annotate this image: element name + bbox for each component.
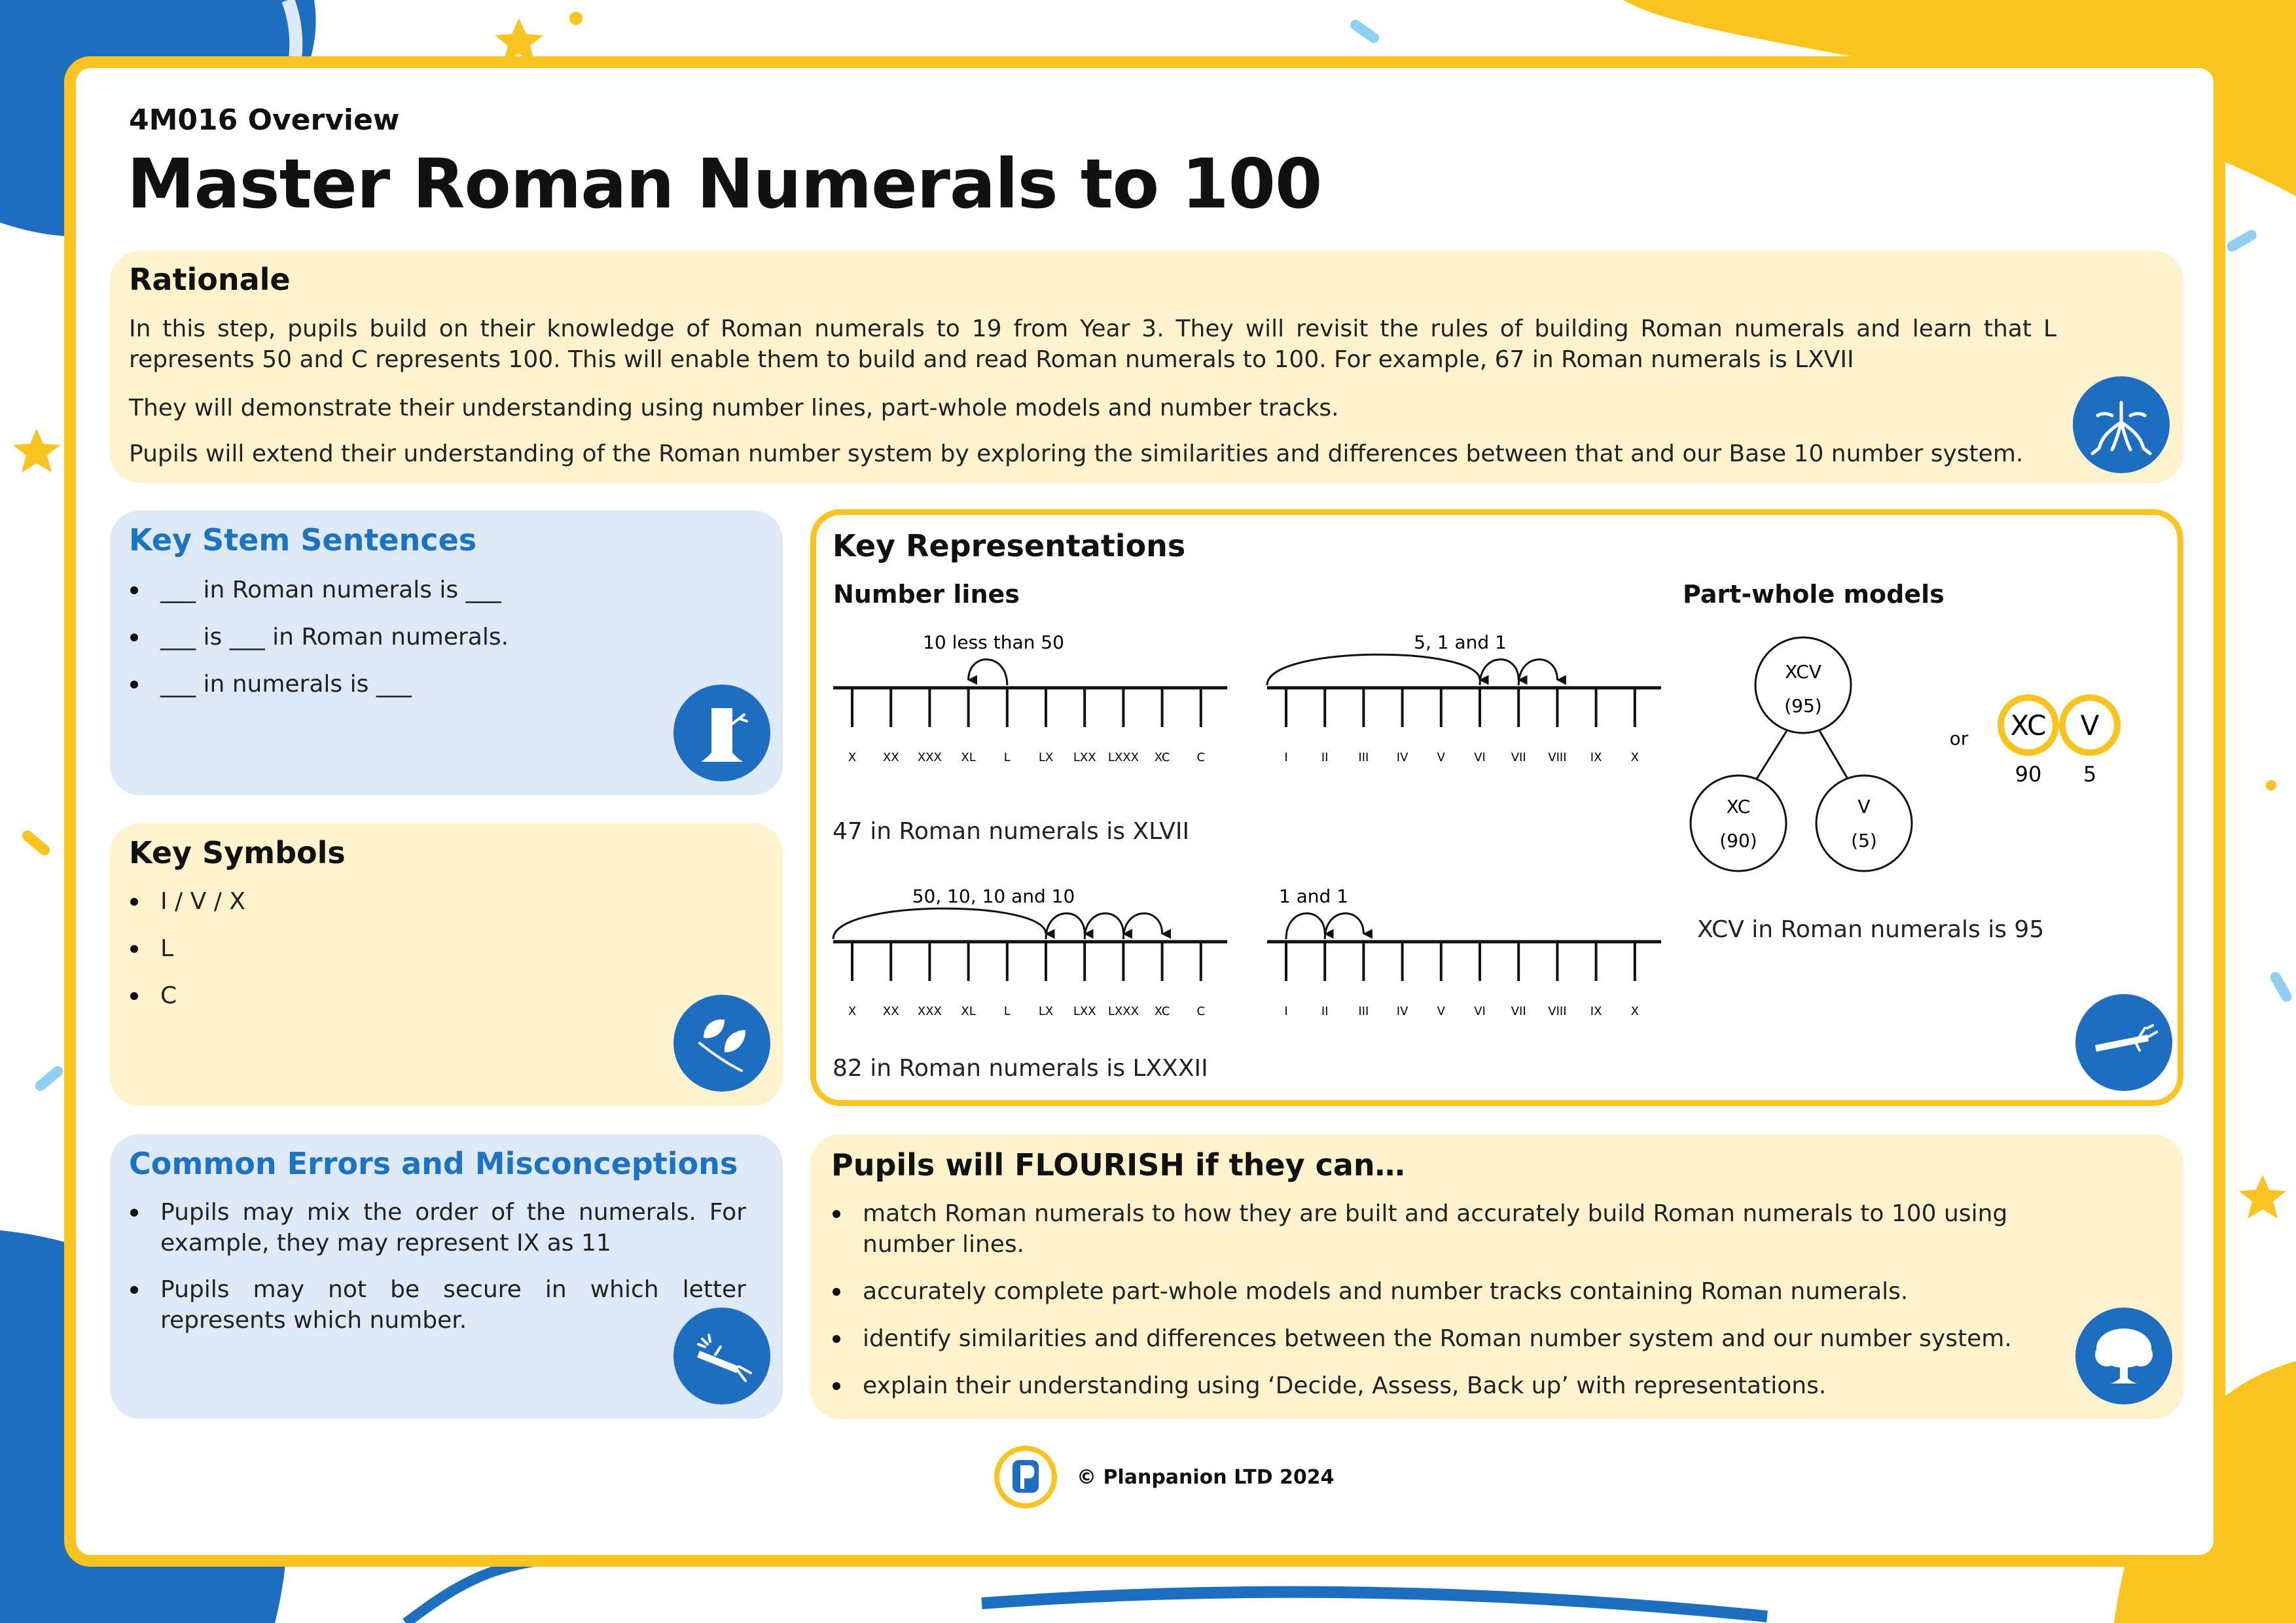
number-line-tick-label: IV [1396, 751, 1408, 764]
number-line-jump-arc [1325, 914, 1363, 939]
number-line-tick-label: XL [961, 1005, 976, 1018]
track-1-label: XC [2010, 709, 2047, 741]
key-representations-heading: Key Representations [833, 528, 1186, 563]
number-line-jump-arc [1518, 660, 1557, 685]
key-symbols-heading: Key Symbols [129, 835, 346, 870]
page-title: Master Roman Numerals to 100 [127, 144, 1322, 224]
number-line-tick-label: XX [882, 1005, 899, 1018]
or-label: or [1949, 728, 1969, 749]
number-line-ones-2 [1267, 885, 1661, 1018]
number-line-tick-label: IX [1590, 751, 1602, 764]
number-line-tick-label: LXXX [1107, 751, 1139, 764]
list-item: identify similarities and differences between the Roman number system and our number system. [831, 1323, 2075, 1354]
number-line-tens-2 [833, 885, 1227, 1018]
number-line-tick-label: L [1003, 751, 1011, 764]
number-line-tick-label: V [1437, 751, 1445, 764]
track-2-label: V [2080, 709, 2100, 741]
list-item: Pupils may not be secure in which letter represents which number. [129, 1274, 746, 1336]
number-line-jump-label: 1 and 1 [1278, 885, 1349, 907]
rationale-panel [110, 251, 2183, 483]
list-item: explain their understanding using ‘Decide, Assess, Back up’ with representations. [831, 1370, 2075, 1401]
list-item: C [129, 980, 718, 1011]
number-line-tick-label: LX [1038, 751, 1054, 764]
number-line-tick-label: XXX [917, 1005, 942, 1018]
number-line-tick-label: VII [1511, 1005, 1526, 1018]
number-line-tick-label: LXXX [1107, 1005, 1139, 1018]
track-2-value: 5 [2083, 762, 2097, 787]
list-item: I / V / X [129, 886, 718, 917]
tree-trunk-icon [673, 685, 770, 781]
number-line-tick-label: IX [1590, 1005, 1602, 1018]
pw-whole-label: XCV [1785, 661, 1821, 683]
rationale-paragraph-3: Pupils will extend their understanding of the Roman number system by exploring the similarities and differences between that and our Base 10 number system. [129, 440, 2024, 467]
rationale-paragraph-1: In this step, pupils build on their knowledge of Roman numerals to 19 from Year 3. They will revisit the rules of building Roman numerals and learn that L represents 50 and C represents 100. This will enable them to build and read Roman numerals to 100. For example, 67 in Roman numerals is LXVII [129, 315, 2056, 373]
number-line-sentence-1: 47 in Roman numerals is XLVII [833, 818, 1190, 845]
list-item: ___ is ___ in Roman numerals. [129, 622, 718, 652]
roots-icon [2073, 376, 2170, 473]
number-line-tick-label: IV [1396, 1005, 1408, 1018]
branch-icon [2075, 994, 2172, 1091]
number-line-tick-label: XC [1154, 751, 1170, 764]
common-errors-list [129, 1197, 746, 1336]
common-errors-heading: Common Errors and Misconceptions [129, 1146, 738, 1181]
pw-part2-label: V [1857, 796, 1871, 817]
number-line-tick-label: VIII [1548, 1005, 1567, 1018]
number-line-tick-label: III [1358, 751, 1369, 764]
list-item: Pupils may mix the order of the numerals. For example, they may represent IX as 11 [129, 1197, 746, 1258]
list-item: ___ in numerals is ___ [129, 669, 718, 700]
number-line-jump-arc [1085, 914, 1123, 939]
number-line-tick-label: VIII [1548, 751, 1567, 764]
number-line-tick-label: III [1358, 1005, 1369, 1018]
number-line-tick-label: VII [1511, 751, 1526, 764]
rationale-paragraph-2: They will demonstrate their understanding using number lines, part-whole models and number tracks. [129, 395, 1339, 421]
overview-code: 4M016 Overview [129, 103, 400, 137]
list-item: match Roman numerals to how they are built and accurately build Roman numerals to 100 using number lines. [831, 1198, 2075, 1260]
number-line-sentence-2: 82 in Roman numerals is LXXXII [833, 1055, 1208, 1082]
number-line-tick-label: XX [882, 751, 899, 764]
list-item: L [129, 933, 718, 964]
number-line-tick-label: C [1196, 751, 1206, 764]
number-line-jump-arc [833, 908, 1046, 939]
number-line-tick-label: X [848, 1005, 857, 1018]
track-1-value: 90 [2015, 762, 2042, 787]
part-whole-sentence: XCV in Roman numerals is 95 [1697, 916, 2045, 943]
number-line-tick-label: XC [1154, 1005, 1170, 1018]
number-line-tick-label: LX [1038, 1005, 1054, 1018]
number-line-jump-arc [1267, 654, 1480, 685]
number-line-jump-arc [1480, 660, 1518, 685]
number-line-tick-label: I [1284, 751, 1288, 764]
number-line-tick-label: VI [1474, 1005, 1486, 1018]
list-item: ___ in Roman numerals is ___ [129, 575, 718, 605]
number-line-jump-arc [1123, 914, 1162, 939]
common-errors-panel [110, 1134, 783, 1419]
number-line-tick-label: LXX [1073, 1005, 1096, 1018]
number-line-jump-label: 10 less than 50 [923, 632, 1064, 653]
number-line-ones-1 [1267, 632, 1661, 764]
number-line-tick-label: L [1003, 1005, 1011, 1018]
full-tree-icon [2075, 1308, 2172, 1404]
pw-part1-label: XC [1726, 796, 1751, 817]
number-line-jump-arc [1046, 914, 1085, 939]
number-line-tick-label: X [1630, 1005, 1639, 1018]
number-line-tick-label: I [1284, 1005, 1288, 1018]
representations-diagram [810, 509, 2183, 1106]
pw-part1-value: (90) [1719, 830, 1757, 851]
flourish-list [831, 1198, 2075, 1401]
number-line-jump-arc [969, 660, 1007, 685]
leaves-icon [673, 995, 770, 1092]
copyright-text: © Planpanion LTD 2024 [1077, 1466, 1335, 1489]
pw-part2-value: (5) [1851, 830, 1877, 851]
number-line-tens-1 [833, 632, 1227, 764]
number-line-tick-label: C [1196, 1005, 1206, 1018]
flourish-heading: Pupils will FLOURISH if they can… [831, 1147, 1405, 1183]
number-line-jump-label: 5, 1 and 1 [1414, 632, 1507, 653]
number-line-tick-label: LXX [1073, 751, 1096, 764]
number-line-tick-label: V [1437, 1005, 1445, 1018]
number-line-tick-label: VI [1474, 751, 1486, 764]
number-line-tick-label: II [1321, 751, 1329, 764]
stem-sentences-panel [110, 510, 783, 795]
rationale-heading: Rationale [129, 262, 291, 297]
number-line-jump-label: 50, 10, 10 and 10 [912, 885, 1075, 907]
planpanion-logo [993, 1444, 1058, 1510]
key-symbols-panel [110, 823, 783, 1106]
number-line-tick-label: X [1630, 751, 1639, 764]
flourish-panel [810, 1134, 2183, 1419]
stem-sentences-heading: Key Stem Sentences [129, 522, 477, 558]
number-line-jump-arc [1286, 914, 1325, 939]
number-line-tick-label: XL [961, 751, 976, 764]
list-item: accurately complete part-whole models and number tracks containing Roman numerals. [831, 1276, 2075, 1307]
number-lines-heading: Number lines [833, 580, 1020, 609]
stem-sentences-list [129, 575, 718, 700]
number-line-tick-label: XXX [917, 751, 942, 764]
pw-whole-value: (95) [1784, 695, 1822, 717]
number-line-tick-label: X [848, 751, 857, 764]
broken-branch-icon [673, 1308, 770, 1404]
key-symbols-list [129, 886, 718, 1011]
part-whole-heading: Part-whole models [1683, 580, 1945, 609]
number-line-tick-label: II [1321, 1005, 1329, 1018]
